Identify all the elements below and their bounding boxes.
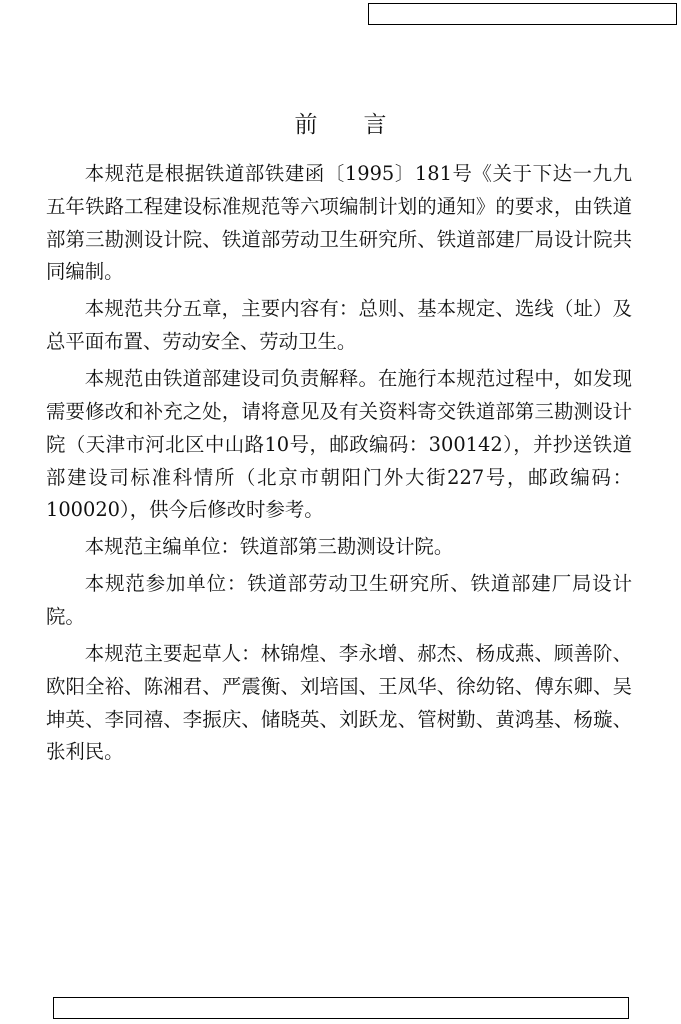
page-title: 前言 — [294, 112, 433, 138]
header-frame-box — [368, 3, 677, 25]
paragraph-chief-editor: 本规范主编单位：铁道部第三勘测设计院。 — [84, 535, 454, 559]
paragraph-interpretation: 本规范由铁道部建设司负责解释。在施行本规范过程中，如发现需要修改和补充之处，请将意见及有关资料寄交铁道部第三勘测设计院（天津市河北区中山路10号，邮政编码：300142），并抄送铁道部建设司标准科情所（北京市朝阳门外大街227号，邮政编码：100020），供今后修改时参考。 — [46, 367, 632, 522]
paragraph-basis: 本规范是根据铁道部铁建函〔1995〕181号《关于下达一九九五年铁路工程建设标准规范等六项编制计划的通知》的要求，由铁道部第三勘测设计院、铁道部劳动卫生研究所、铁道部建厂局设计院共同编制。 — [46, 162, 632, 284]
paragraph-participants: 本规范参加单位：铁道部劳动卫生研究所、铁道部建厂局设计院。 — [46, 572, 632, 629]
paragraph-drafters: 本规范主要起草人：林锦煌、李永增、郝杰、杨成燕、顾善阶、欧阳全裕、陈湘君、严震衡、刘培国、王凤华、徐幼铭、傅东卿、吴坤英、李同禧、李振庆、储晓英、刘跃龙、管树勤、黄鸿基、杨璇、张利民。 — [46, 642, 632, 764]
footer-frame-box — [53, 997, 629, 1019]
paragraph-chapters: 本规范共分五章，主要内容有：总则、基本规定、选线（址）及总平面布置、劳动安全、劳动卫生。 — [46, 297, 632, 354]
preface-body — [46, 158, 632, 773]
